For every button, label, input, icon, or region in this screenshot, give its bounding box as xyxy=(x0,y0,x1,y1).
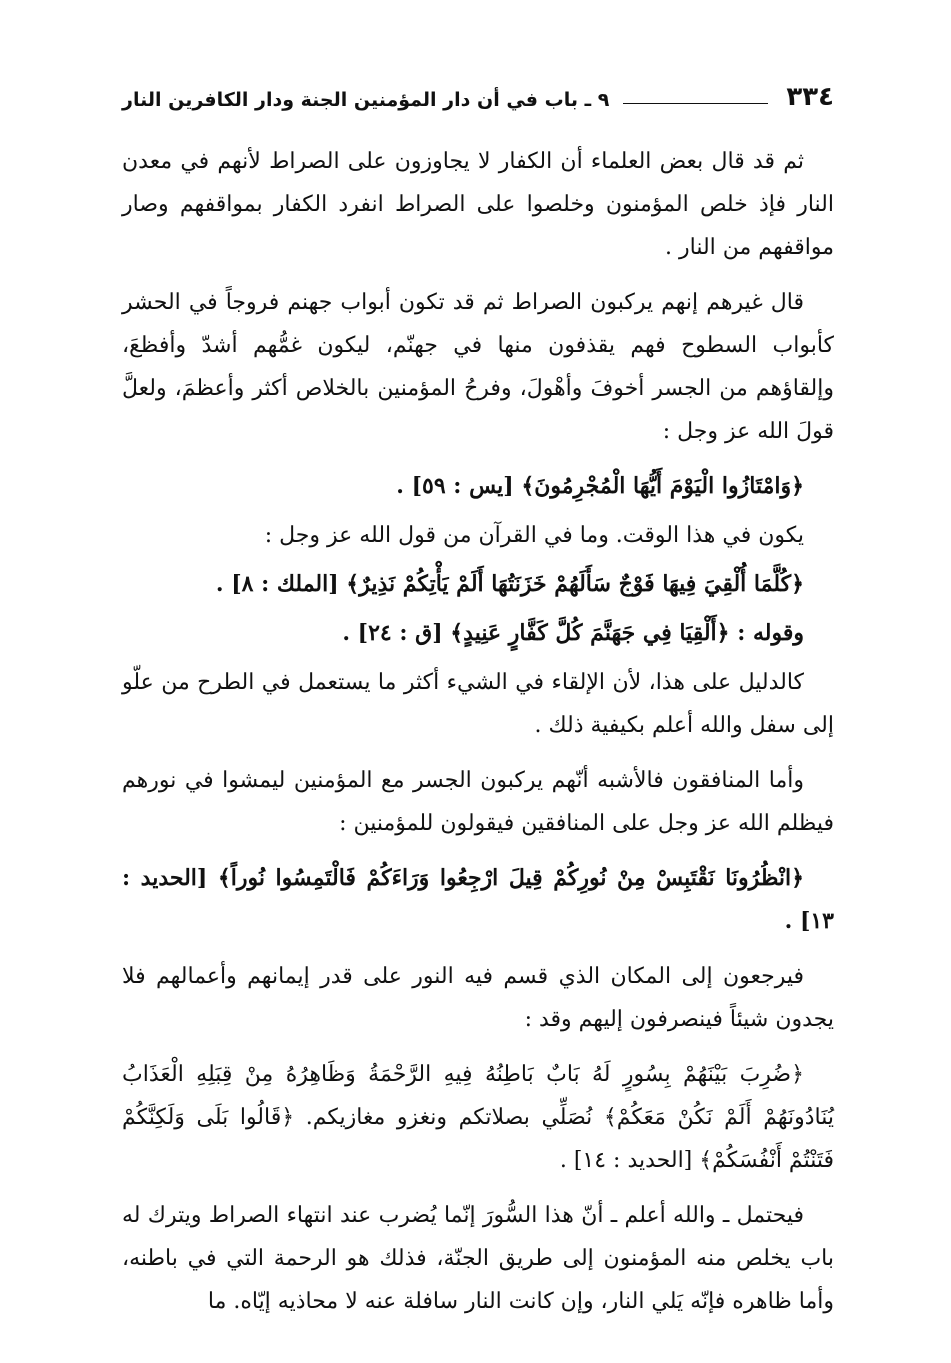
main-text xyxy=(122,140,834,1335)
chapter-title: ٩ ـ باب في أن دار المؤمنين الجنة ودار الكافرين النار xyxy=(122,89,610,111)
quran-quote-yasin: ﴿وَامْتَازُوا الْيَوْمَ أَيُّهَا الْمُجْرِمُونَ﴾ [يس : ٥٩] . xyxy=(396,473,804,499)
paragraph-3: يكون في هذا الوقت. وما في القرآن من قول الله عز وجل : xyxy=(264,523,804,548)
paragraph-8: فيحتمل ـ والله أعلم ـ أنّ هذا السُّورَ إنّما يُضرب عند انتهاء الصراط ويترك له باب يخلص منه المؤمنون إلى طريق الجنّة، فذلك هو الرحمة التي في باطنه، وأما ظاهره فإنّه يَلي النار، وإن كانت النار سافلة عنه لا محاذيه إيّاه. ما xyxy=(122,1203,834,1314)
paragraph-1: ثم قد قال بعض العلماء أن الكفار لا يجاوزون على الصراط لأنهم في معدن النار فإذ خلص المؤمنون وخلصوا على الصراط انفرد الكفار بمواقفهم وصار مواقفهم من النار . xyxy=(122,149,834,260)
header-rule xyxy=(623,103,768,104)
page-number: ٣٣٤ xyxy=(786,82,834,112)
paragraph-2: قال غيرهم إنهم يركبون الصراط ثم قد تكون أبواب جهنم فروجاً في الحشر كأبواب السطوح فهم يقذفون منها في جهنّم، ليكون غمُّهم أشدّ وأفظعَ، وإلقاؤهم من الجسر أخوفَ وأهْولَ، وفرحُ المؤمنين بالخلاص أكثر وأعظمَ، ولعلَّ قولَ الله عز وجل : xyxy=(122,290,834,444)
quran-quote-mulk: ﴿كُلَّمَا أُلْقِيَ فِيهَا فَوْجٌ سَأَلَهُمْ خَزَنَتُهَا أَلَمْ يَأْتِكُمْ نَذِيرٌ﴾ [الملك : ٨] . xyxy=(215,571,804,597)
paragraph-5: وأما المنافقون فالأشبه أنّهم يركبون الجسر مع المؤمنين ليمشوا في نورهم فيظلم الله عز وجل على المنافقين فيقولون للمؤمنين : xyxy=(122,768,834,836)
paragraph-4: كالدليل على هذا، لأن الإلقاء في الشيء أكثر ما يستعمل في الطرح من علّو إلى سفل والله أعلم بكيفية ذلك . xyxy=(122,670,834,738)
running-header xyxy=(122,70,834,110)
quran-quote-hadid-13: ﴿انْظُرُونَا نَقْتَبِسْ مِنْ نُورِكُمْ قِيلَ ارْجِعُوا وَرَاءَكُمْ فَالْتَمِسُوا نُوراً﴾ [الحديد : ١٣] . xyxy=(122,865,834,934)
paragraph-6: فيرجعون إلى المكان الذي قسم فيه النور على قدر إيمانهم وأعمالهم فلا يجدون شيئاً فينصرفون إليهم وقد : xyxy=(122,964,834,1032)
quran-quote-qaf: وقوله : ﴿أَلْقِيَا فِي جَهَنَّمَ كُلَّ كَفَّارٍ عَنِيدٍ﴾ [ق : ٢٤] . xyxy=(342,620,804,646)
paragraph-7: ﴿ضُرِبَ بَيْنَهُمْ بِسُورٍ لَهُ بَابٌ بَاطِنُهُ فِيهِ الرَّحْمَةُ وَظَاهِرُهُ مِنْ قِبَلِهِ الْعَذَابُ يُنَادُونَهُمْ أَلَمْ نَكُنْ مَعَكُمْ﴾ نُصَلِّي بصلاتكم ونغزو مغازيكم. ﴿قَالُوا بَلَى وَلَكِنَّكُمْ فَتَنْتُمْ أَنْفُسَكُمْ﴾ [الحديد : ١٤] . xyxy=(122,1062,834,1173)
